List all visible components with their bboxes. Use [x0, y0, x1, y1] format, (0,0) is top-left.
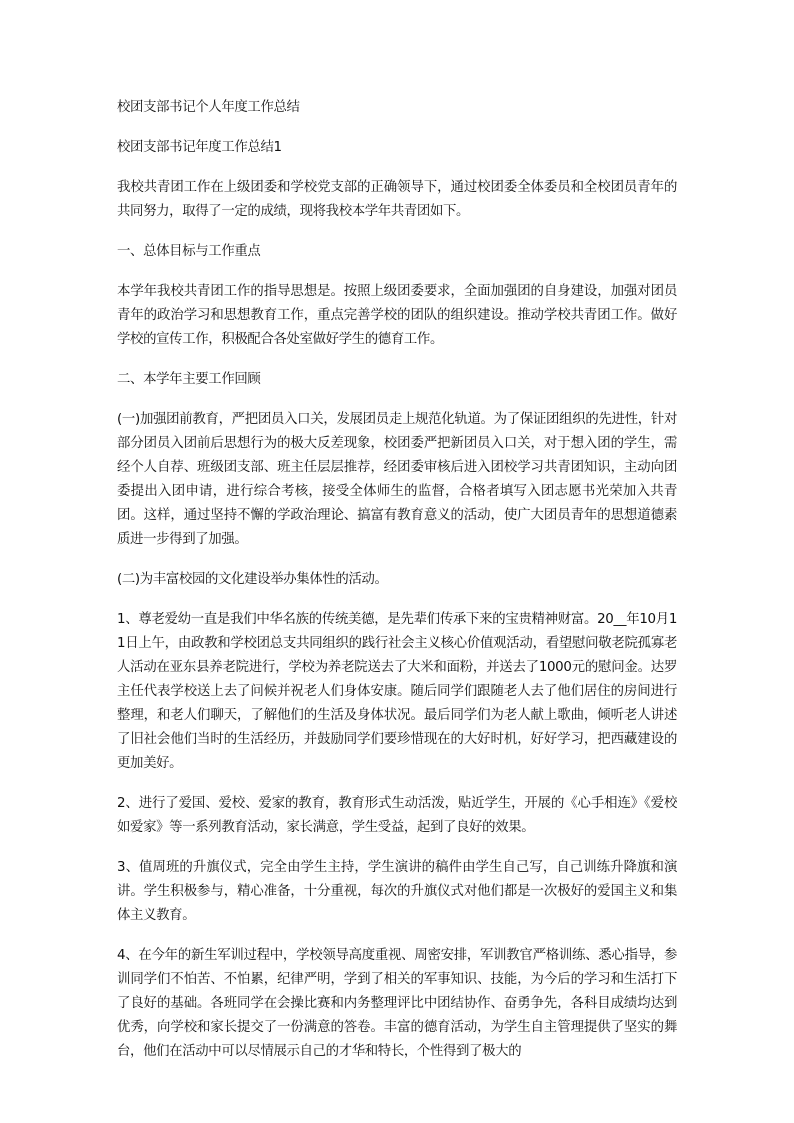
- paragraph-item-2: 2、进行了爱国、爱校、爱家的教育，教育形式生动活泼，贴近学生，开展的《心手相连》《爱校如爱家》等一系列教育活动，家长满意，学生受益，起到了良好的效果。: [117, 796, 677, 835]
- paragraph-item-4: 4、在今年的新生军训过程中，学校领导高度重视、周密安排，军训教官严格训练、悉心指导，参训同学们不怕苦、不怕累，纪律严明，学到了相关的军事知识、技能，为今后的学习和生活打下了良好的基础。各班同学在会操比赛和内务整理评比中团结协作、奋勇争先，各科目成绩均达到优秀，向学校和家长提交了一份满意的答卷。丰富的德育活动，为学生自主管理提供了坚实的舞台，他们在活动中可以尽情展示自己的才华和特长，个性得到了极大的: [117, 948, 677, 1059]
- document-page: [117, 96, 677, 1080]
- paragraph-membership: (一)加强团前教育，严把团员入口关，发展团员走上规范化轨道。为了保证团组织的先进性，针对部分团员入团前后思想行为的极大反差现象，校团委严把新团员入口关，对于想入团的学生，需经个人自荐、班级团支部、班主任层层推荐，经团委审核后进入团校学习共青团知识，主动向团委提出入团申请，进行综合考核，接受全体师生的监督，合格者填写入团志愿书光荣加入共青团。这样，通过坚持不懈的学政治理论、搞富有教育意义的活动，使广大团员青年的思想道德素质进一步得到了加强。: [117, 412, 677, 547]
- paragraph-item-1: 1、尊老爱幼一直是我们中华名族的传统美德，是先辈们传承下来的宝贵精神财富。20__年10月11日上午，由政教和学校团总支共同组织的践行社会主义核心价值观活动，看望慰问敬老院孤寡老人活动在亚东县养老院进行，学校为养老院送去了大米和面粉，并送去了1000元的慰问金。达罗主任代表学校送上去了问候并祝老人们身体安康。随后同学们跟随老人去了他们居住的房间进行整理，和老人们聊天，了解他们的生活及身体状况。最后同学们为老人献上歌曲，倾听老人讲述了旧社会他们当时的生活经历，并鼓励同学们要珍惜现在的大好时机，好好学习，把西藏建设的更加美好。: [117, 612, 677, 771]
- paragraph-activities-heading: (二)为丰富校园的文化建设举办集体性的活动。: [117, 572, 388, 587]
- document-title: 校团支部书记个人年度工作总结: [117, 100, 300, 115]
- section-heading-2: 二、本学年主要工作回顾: [117, 372, 261, 387]
- paragraph-intro: 我校共青团工作在上级团委和学校党支部的正确领导下，通过校团委全体委员和全校团员青年的共同努力，取得了一定的成绩，现将我校本学年共青团如下。: [117, 180, 677, 219]
- paragraph-guiding-idea: 本学年我校共青团工作的指导思想是。按照上级团委要求，全面加强团的自身建设，加强对团员青年的政治学习和思想教育工作，重点完善学校的团队的组织建设。推动学校共青团工作。做好学校的宣传工作，积极配合各处室做好学生的德育工作。: [117, 284, 677, 347]
- paragraph-item-3: 3、值周班的升旗仪式，完全由学生主持，学生演讲的稿件由学生自己写，自己训练升降旗和演讲。学生积极参与，精心准备，十分重视，每次的升旗仪式对他们都是一次极好的爱国主义和集体主义教育。: [117, 860, 677, 923]
- section-heading-1: 一、总体目标与工作重点: [117, 244, 261, 259]
- document-subtitle: 校团支部书记年度工作总结1: [117, 140, 282, 155]
